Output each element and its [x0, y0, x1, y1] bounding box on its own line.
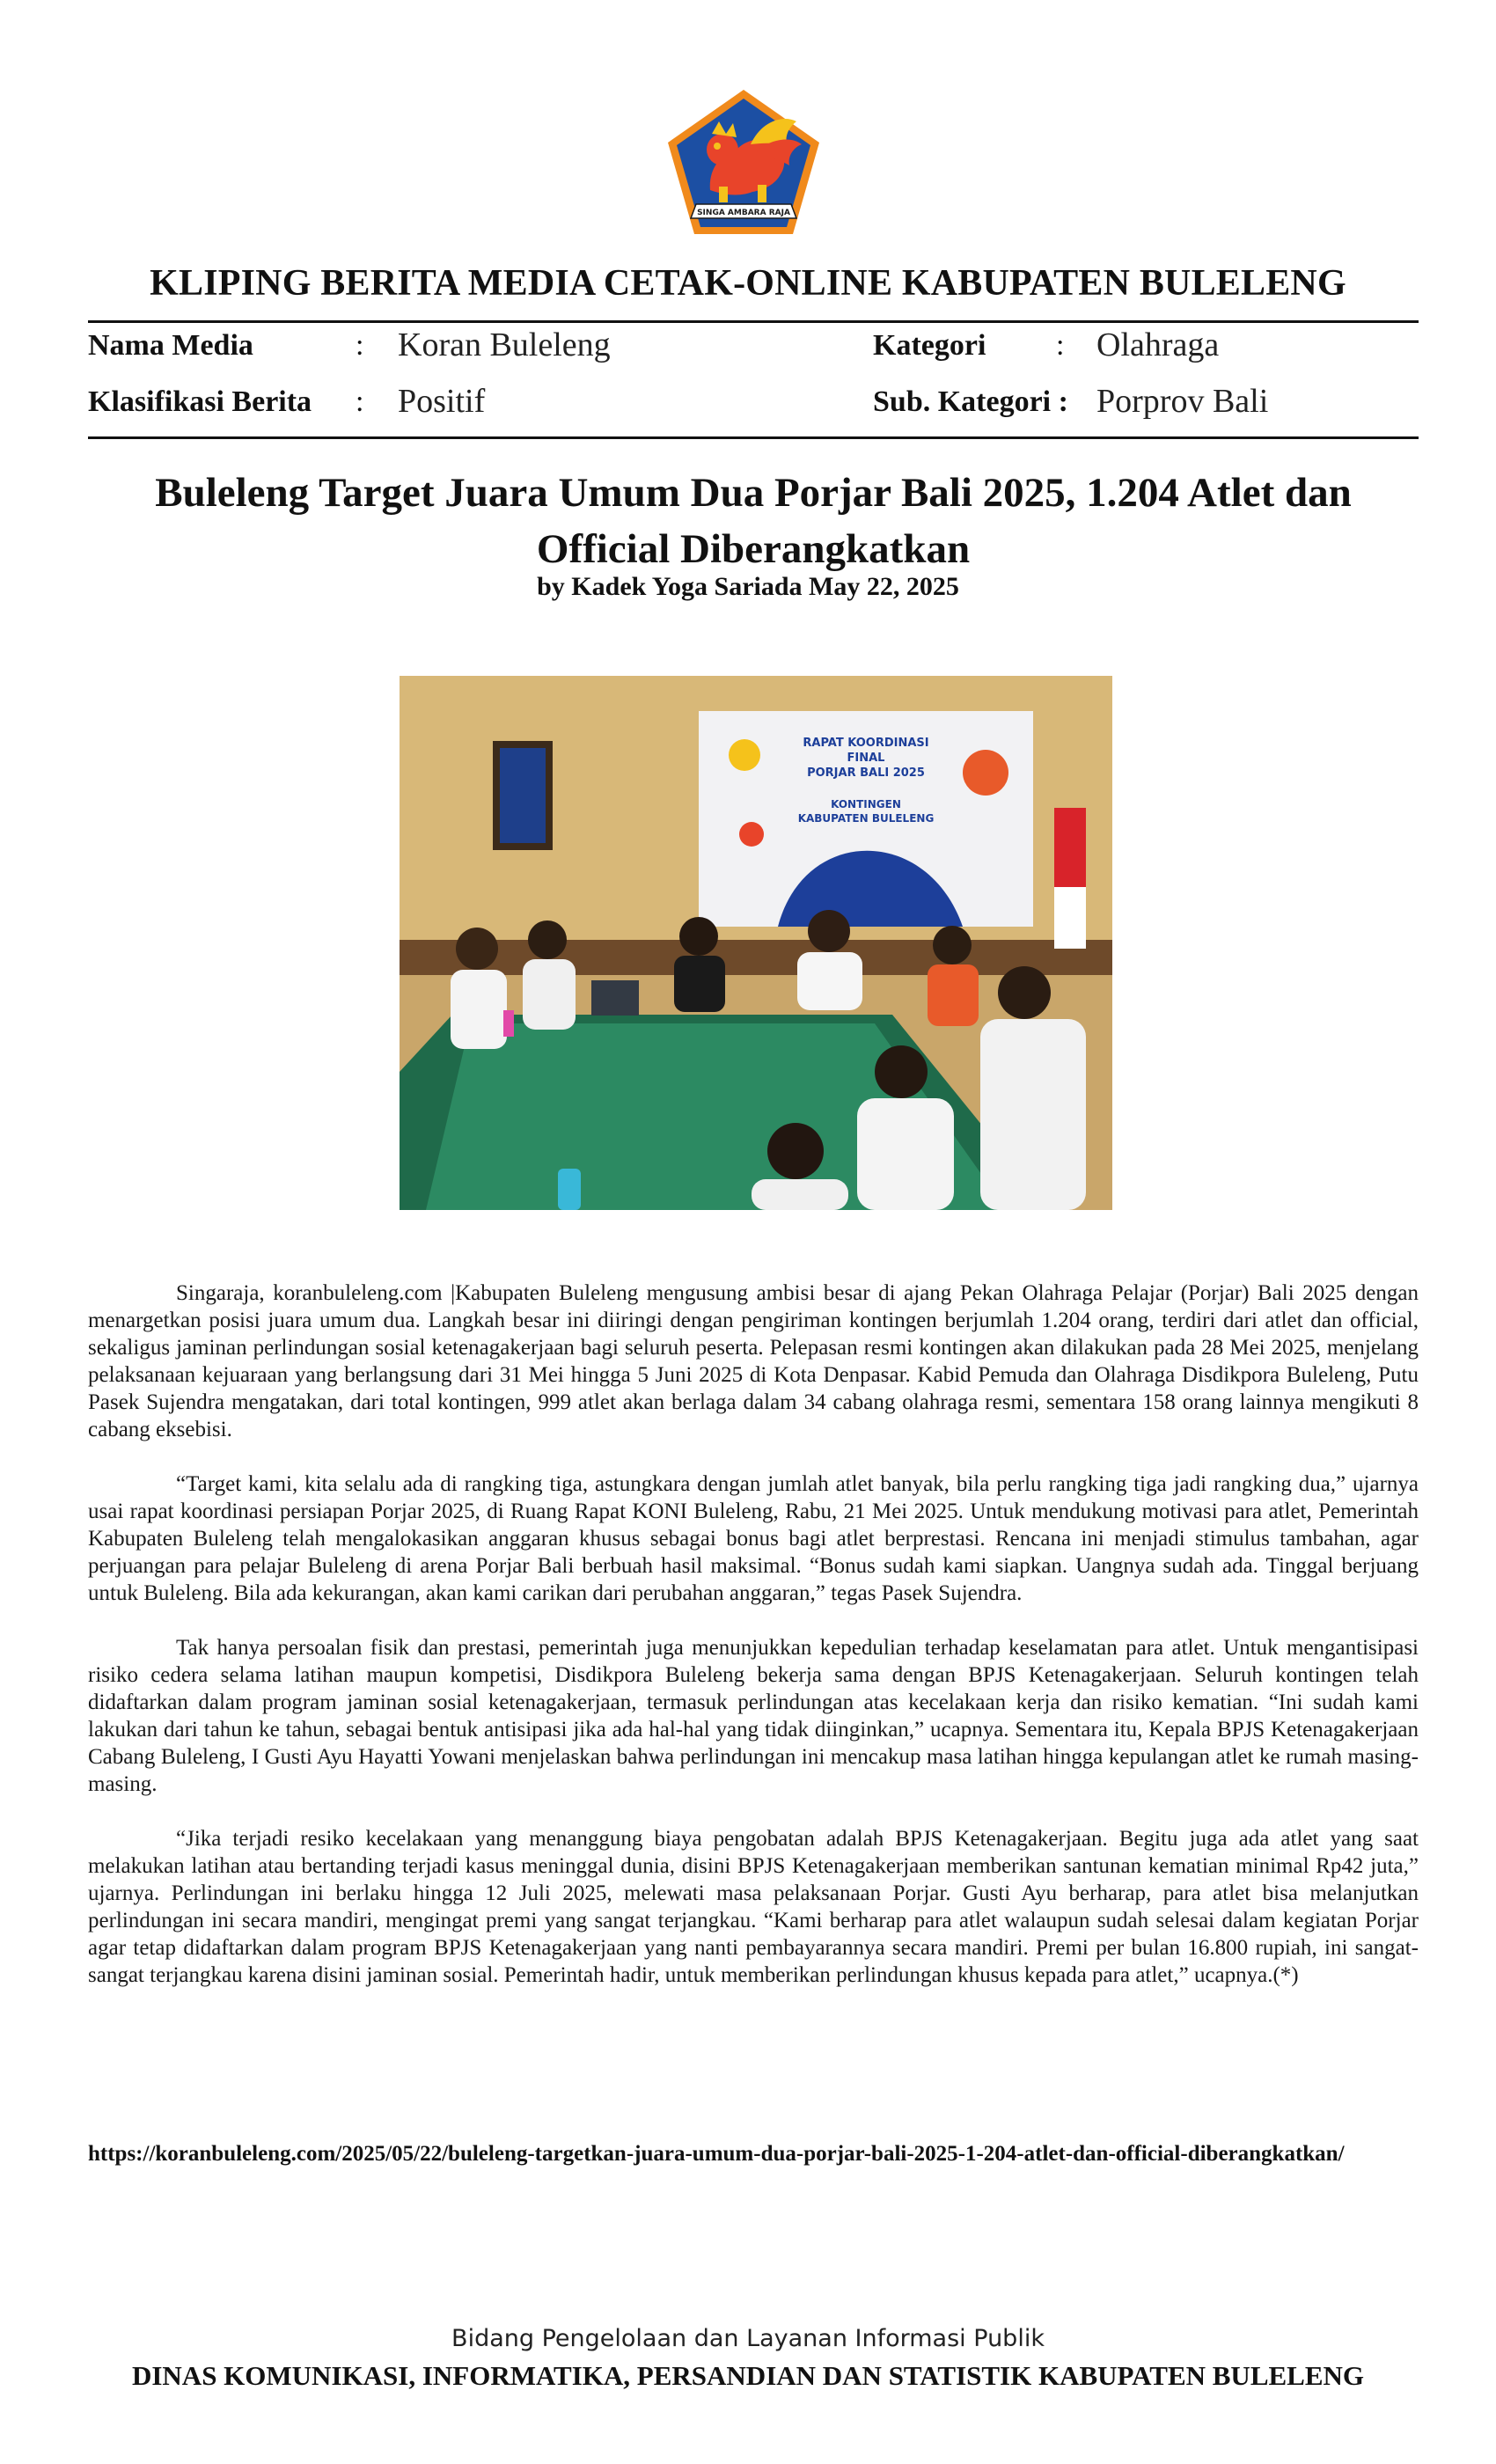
svg-text:KABUPATEN BULELENG: KABUPATEN BULELENG [797, 812, 935, 825]
news-classification-value: Positif [398, 383, 486, 420]
article-paragraph: “Target kami, kita selalu ada di rangking tiga, astungkara dengan jumlah atlet banyak, bila perlu rangking tiga jadi rangking dua,” ujarnya usai rapat koordinasi persiapan Porjar 2025, di Ruang Rapat KONI Buleleng, Rabu, 21 Mei 2025. Untuk mendukung motivasi para atlet, Pemerintah Kabupaten Buleleng telah mengalokasikan anggaran khusus sebagai bonus bagi atlet berprestasi. Rencana ini menjadi stimulus tambahan, agar perjuangan para pelajar Buleleng di arena Porjar Bali berbuah hasil maksimal. “Bonus sudah kami siapkan. Uangnya sudah ada. Tinggal berjuang untuk Buleleng. Bila ada kekurangan, akan kami carikan dari perubahan anggaran,” tegas Pasek Sujendra. [88, 1472, 1419, 1605]
article-title: Buleleng Target Juara Umum Dua Porjar Bali 2025, 1.204 Atlet dan Official Diberangkatkan [155, 470, 1352, 572]
singa-ambara-raja-emblem [664, 86, 823, 238]
svg-text:PORJAR BALI 2025: PORJAR BALI 2025 [807, 766, 925, 780]
svg-text:FINAL: FINAL [847, 752, 885, 765]
media-name-colon: : [356, 329, 364, 362]
header-top-rule [88, 320, 1419, 323]
article-paragraph: Tak hanya persoalan fisik dan prestasi, pemerintah juga menunjukkan kepedulian terhadap keselamatan para atlet. Untuk mengantisipasi risiko cedera selama latihan maupun kompetisi, Disdikpora Buleleng bekerja sama dengan BPJS Ketenagakerjaan. Seluruh kontingen telah didaftarkan dalam program jaminan sosial ketenagakerjaan, termasuk perlindungan atas kecelakaan kerja dan risiko kematian. “Ini sudah kami lakukan dari tahun ke tahun, sebagai bentuk antisipasi jika ada hal-hal yang tidak diinginkan,” ucapnya. Sementara itu, Kepala BPJS Ketenagakerjaan Cabang Buleleng, I Gusti Ayu Hayatti Yowani menjelaskan bahwa perlindungan ini mencakup masa latihan hingga kepulangan atlet ke rumah masing-masing. [88, 1636, 1419, 1796]
news-classification-label: Klasifikasi Berita [88, 385, 312, 418]
category-colon: : [1056, 329, 1065, 362]
svg-text:RAPAT KOORDINASI: RAPAT KOORDINASI [803, 737, 929, 750]
clipping-header-title: KLIPING BERITA MEDIA CETAK-ONLINE KABUPATEN BULELENG [150, 263, 1346, 304]
source-url: https://koranbuleleng.com/2025/05/22/buleleng-targetkan-juara-umum-dua-porjar-bali-2025-1-204-atlet-dan-official-diberangkatkan/ [88, 2142, 1345, 2166]
category-value: Olahraga [1096, 326, 1220, 363]
category-label: Kategori [873, 329, 986, 362]
article-paragraph: “Jika terjadi resiko kecelakaan yang menanggung biaya pengobatan adalah BPJS Ketenagakerjaan. Begitu juga ada atlet yang saat melakukan latihan atau bertanding terjadi kasus meninggal dunia, disini BPJS Ketenagakerjaan memberikan santunan kematian minimal Rp42 juta,” ujarnya. Perlindungan ini berlaku hingga 12 Juli 2025, melewati masa pelaksanaan Porjar. Gusti Ayu berharap, para atlet bisa melanjutkan perlindungan ini secara mandiri, mengingat premi yang sangat terjangkau. “Kami berharap para atlet walaupun sudah selesai dalam kegiatan Porjar agar tetap didaftarkan dalam program BPJS Ketenagakerjaan yang nanti pembayarannya secara mandiri. Premi per bulan 16.800 rupiah, ini sangat-sangat terjangkau karena disini jaminan sosial. Pemerintah hadir, untuk memberikan perlindungan khusus kepada para atlet,” ucapnya.(*) [88, 1827, 1419, 1987]
media-name-value: Koran Buleleng [398, 326, 611, 363]
article-byline: by Kadek Yoga Sariada May 22, 2025 [537, 572, 959, 601]
article-paragraph: Singaraja, koranbuleleng.com |Kabupaten Buleleng mengusung ambisi besar di ajang Pekan Olahraga Pelajar (Porjar) Bali 2025 dengan menargetkan posisi juara umum dua. Langkah besar ini diiringi dengan pengiriman kontingen berjumlah 1.204 orang, terdiri dari atlet dan official, sekaligus jaminan perlindungan sosial ketenagakerjaan bagi seluruh peserta. Pelepasan resmi kontingen akan dilakukan pada 28 Mei 2025, menjelang pelaksanaan kejuaraan yang berlangsung dari 31 Mei hingga 5 Juni 2025 di Kota Denpasar. Kabid Pemuda dan Olahraga Disdikpora Buleleng, Putu Pasek Sujendra mengatakan, dari total kontingen, 999 atlet akan berlaga dalam 34 cabang olahraga resmi, sementara 158 orang lainnya mengikuti 8 cabang eksebisi. [88, 1281, 1419, 1441]
sub-category-label: Sub. Kategori : [873, 385, 1068, 418]
header-bottom-rule [88, 436, 1419, 439]
meeting-photo [400, 676, 1112, 1210]
media-name-label: Nama Media [88, 329, 253, 362]
article-body [88, 1280, 1419, 2016]
news-classification-colon: : [356, 385, 364, 418]
svg-text:KONTINGEN: KONTINGEN [831, 798, 901, 810]
footer-division: Bidang Pengelolaan dan Layanan Informasi Publik [451, 2325, 1045, 2352]
footer-agency: DINAS KOMUNIKASI, INFORMATIKA, PERSANDIAN DAN STATISTIK KABUPATEN BULELENG [131, 2360, 1365, 2391]
svg-text:SINGA AMBARA RAJA: SINGA AMBARA RAJA [697, 209, 790, 217]
sub-category-value: Porprov Bali [1096, 383, 1269, 420]
